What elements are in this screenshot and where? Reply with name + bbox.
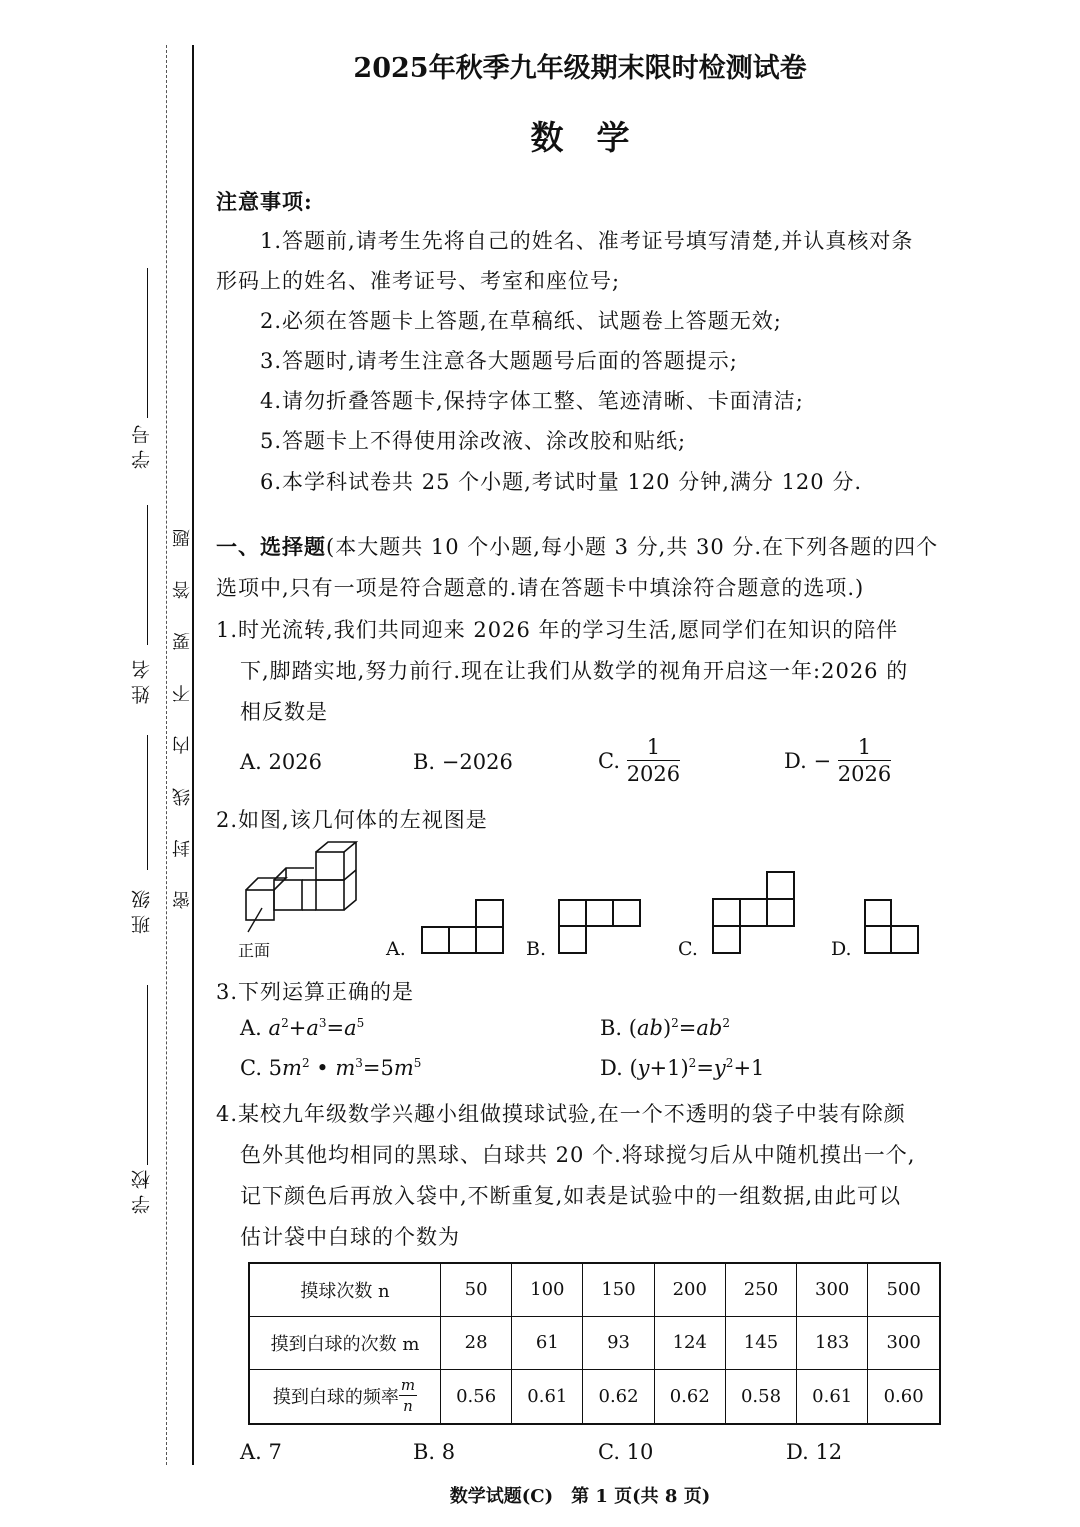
margin-line [192,45,194,1465]
q2-a-cell [475,926,504,954]
q2-option-b-label: B. [526,938,547,960]
q3-option-c: C. $5m^2$ • $m^3=5m^5$ [240,1056,422,1080]
notice-item-4: 4.请勿折叠答题卡,保持字体工整、笔迹清晰、卡面清洁; [260,389,804,413]
q2-b-cell [585,899,614,927]
binding-underline-banji [147,735,148,870]
q2-c-cell [766,871,795,900]
table-cell: 150 [583,1263,654,1316]
table-cell: 0.62 [583,1369,654,1424]
table-cell: 0.56 [441,1369,512,1424]
binding-underline-xingming [147,505,148,645]
table-cell: 0.60 [868,1369,940,1424]
q1-option-d-label: D. − [784,749,832,773]
q1-c-numerator: 1 [627,737,680,761]
row-header-white-frequency [249,1369,441,1424]
q4-line-2: 色外其他均相同的黑球、白球共 20 个.将球搅匀后从中随机摸出一个, [240,1143,916,1167]
table-cell: 200 [654,1263,725,1316]
q2-a-cell [421,926,450,954]
q1-line-1: 1.时光流转,我们共同迎来 2026 年的学习生活,愿同学们在知识的陪伴 [216,618,899,642]
q2-a-cell [448,926,477,954]
table-cell: 0.61 [512,1369,583,1424]
q2-option-d-label: D. [831,938,852,960]
table-cell: 500 [868,1263,940,1316]
row-header-frequency-label: 摸到白球的频率 [272,1387,399,1409]
q3-option-b: B. $(ab)^2=ab^2$ [600,1016,731,1040]
q2-stem: 2.如图,该几何体的左视图是 [216,808,488,832]
q2-front-label: 正面 [238,941,271,960]
seal-text: 密 封 线 内 不 要 答 题 [172,515,193,910]
q2-b-cell [558,925,587,954]
q4-option-d: D. 12 [786,1440,843,1464]
label-xuehao: 学 号 [131,425,153,470]
table-cell: 300 [868,1316,940,1369]
table-row [249,1316,940,1369]
section-1-desc-1: (本大题共 10 个小题,每小题 3 分,共 30 分.在下列各题的四个 [326,535,939,559]
q1-c-denominator: 2026 [626,762,681,786]
q2-d-cell [890,925,919,954]
q2-solid-figure [240,840,370,940]
binding-underline-xuexiao [147,985,148,1165]
table-cell: 250 [725,1263,796,1316]
table-cell: 61 [512,1316,583,1369]
q1-line-2: 下,脚踏实地,努力前行.现在让我们从数学的视角开启这一年:2026 的 [240,659,909,683]
q1-option-a: A. 2026 [240,750,322,774]
section-1-heading: 一、选择题 [216,534,326,559]
subject-title: 数 学 [530,118,630,157]
q2-b-cell [612,899,641,927]
q1-line-3: 相反数是 [240,700,328,724]
q2-c-cell [766,898,795,927]
table-row [249,1263,940,1316]
q1-option-d-fraction [838,737,891,785]
notice-item-6: 6.本学科试卷共 25 个小题,考试时量 120 分钟,满分 120 分. [260,470,862,494]
notice-item-1: 1.答题前,请考生先将自己的姓名、准考证号填写清楚,并认真核对条 [260,229,914,253]
q1-option-d [784,737,891,785]
q2-c-cell [712,898,741,927]
table-cell: 0.62 [654,1369,725,1424]
notice-item-1b: 形码上的姓名、准考证号、考室和座位号; [216,269,621,293]
q2-c-cell [739,898,768,927]
notice-item-5: 5.答题卡上不得使用涂改液、涂改胶和贴纸; [260,429,687,453]
q2-c-cell [712,925,741,954]
q4-line-4: 估计袋中白球的个数为 [240,1225,460,1249]
table-cell: 100 [512,1263,583,1316]
q2-d-cell [864,925,892,954]
q1-option-c-fraction [627,737,680,785]
table-cell: 300 [797,1263,868,1316]
row-header-draws: 摸球次数 n [249,1263,441,1316]
label-banji: 班 级 [131,890,153,935]
q1-d-denominator: 2026 [837,762,892,786]
table-cell: 145 [725,1316,796,1369]
q1-option-c-label: C. [598,749,620,773]
q3-stem: 3.下列运算正确的是 [216,980,415,1004]
row-header-frequency-fraction [399,1378,417,1414]
exam-title: 2025年秋季九年级期末限时检测试卷 [353,53,807,84]
q1-option-b: B. −2026 [413,750,513,774]
seal-dashed-line [166,45,167,1465]
table-cell: 50 [441,1263,512,1316]
section-1-desc-2: 选项中,只有一项是符合题意的.请在答题卡中填涂符合题意的选项.) [216,576,865,600]
notice-item-3: 3.答题时,请考生注意各大题题号后面的答题提示; [260,349,738,373]
q2-option-c-label: C. [678,938,698,960]
q2-d-cell [864,899,892,927]
section-1-desc [216,531,938,561]
q4-option-c: C. 10 [598,1440,654,1464]
q4-line-3: 记下颜色后再放入袋中,不断重复,如表是试验中的一组数据,由此可以 [240,1184,902,1208]
frequency-numerator: m [400,1376,416,1395]
q3-option-d: D. $(y+1)^2=y^2+1$ [600,1056,765,1080]
binding-underline-xuehao [147,268,148,418]
row-header-white-count: 摸到白球的次数 m [249,1316,441,1369]
frequency-denominator: n [403,1397,413,1416]
label-xingming: 姓 名 [131,660,153,705]
q2-a-cell [475,899,504,928]
q4-option-a: A. 7 [240,1440,282,1464]
notice-item-2: 2.必须在答题卡上答题,在草稿纸、试题卷上答题无效; [260,309,782,333]
q4-line-1: 4.某校九年级数学兴趣小组做摸球试验,在一个不透明的袋子中装有除颜 [216,1102,906,1126]
q2-option-a-label: A. [386,938,406,960]
table-cell: 124 [654,1316,725,1369]
q3-option-a: A. $a^2+a^3=a^5$ [240,1016,365,1040]
table-cell: 0.61 [797,1369,868,1424]
q1-option-c [598,737,680,785]
notice-heading: 注意事项: [216,189,313,214]
table-cell: 28 [441,1316,512,1369]
table-row [249,1369,940,1424]
page-footer: 数学试题(C) 第 1 页(共 8 页) [449,1486,711,1507]
q4-option-b: B. 8 [413,1440,456,1464]
table-cell: 93 [583,1316,654,1369]
q1-d-numerator: 1 [838,737,891,761]
table-cell: 183 [797,1316,868,1369]
q2-b-cell [558,899,587,927]
label-xuexiao: 学 校 [131,1170,153,1215]
q4-data-table [248,1262,941,1425]
table-cell: 0.58 [725,1369,796,1424]
